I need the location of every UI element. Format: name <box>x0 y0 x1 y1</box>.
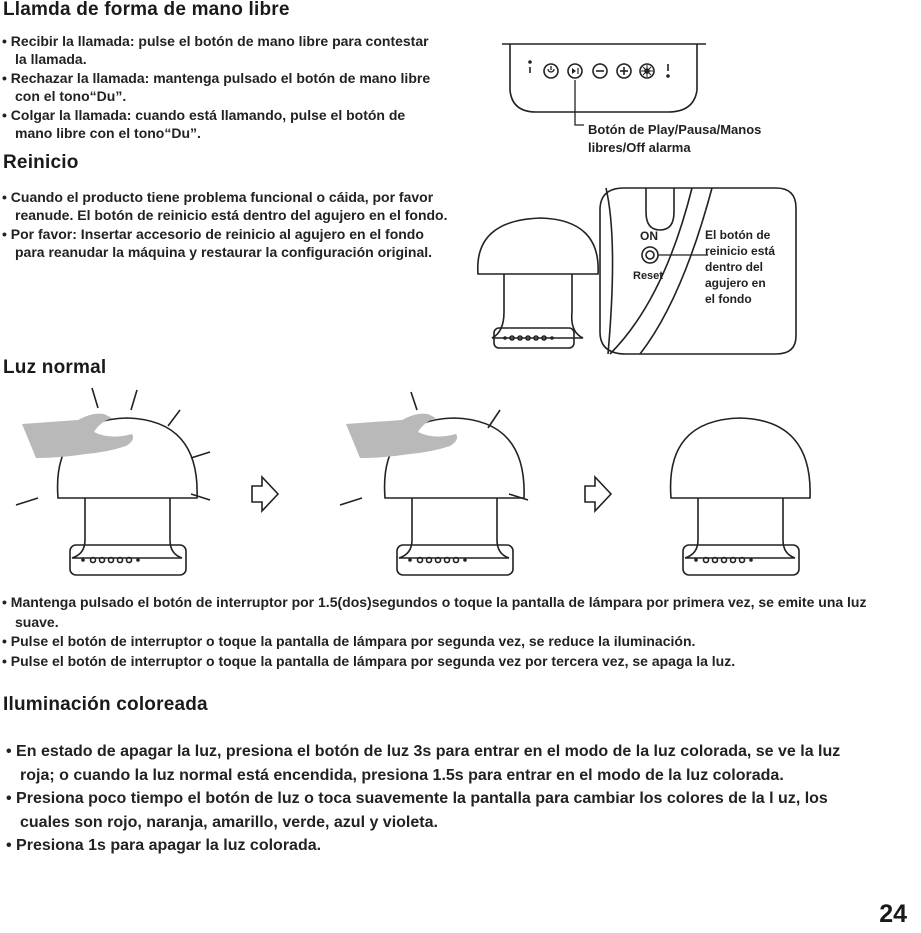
play-pause-button-label <box>588 121 761 157</box>
reset-note-line-4: agujero en <box>705 276 766 290</box>
play-pause-button-label-line1: Botón de Play/Pausa/Manos <box>588 122 762 137</box>
reset-lamp-drawing <box>478 218 598 348</box>
reset-bullets <box>2 188 457 262</box>
normal-light-bullet-3: • Pulse el botón de interruptor o toque la pantalla de lámpara por segunda vez por tercera vez, se apaga la luz. <box>2 652 736 669</box>
lamp-3-drawing <box>671 418 811 575</box>
call-bullet-3: • Colgar la llamada: cuando está llamando, pulse el botón de mano libre con el tono“Du”. <box>2 106 406 142</box>
lamp-1-drawing <box>16 388 210 575</box>
lamp-2-drawing <box>340 392 528 575</box>
normal-light-section-title: Luz normal <box>3 357 107 378</box>
arrow-1-icon <box>252 477 278 511</box>
arrow-2-icon <box>585 477 611 511</box>
reset-note-line-2: reinicio está <box>705 244 776 258</box>
reset-note-line-5: el fondo <box>705 292 752 306</box>
reset-bullet-2: • Por favor: Insertar accesorio de reinicio al agujero en el fondo para reanudar la máquina y restaurar la configuración original. <box>2 225 433 261</box>
mic-icon <box>529 61 531 73</box>
play-pause-button-label-line2: libres/Off alarma <box>588 140 691 155</box>
normal-light-bullets <box>2 593 882 671</box>
call-bullet-1: • Recibir la llamada: pulse el botón de mano libre para contestar la llamada. <box>2 33 429 68</box>
color-light-section-title: Iluminación coloreada <box>3 694 208 715</box>
hand-1-drawing <box>22 414 133 458</box>
hand-2-drawing <box>346 414 457 458</box>
color-light-bullet-3: • Presiona 1s para apagar la luz colorada. <box>6 837 322 854</box>
reset-label: Reset <box>633 270 663 282</box>
call-bullet-2: • Rechazar la llamada: mantenga pulsado el botón de mano libre con el tono“Du”. <box>2 69 431 105</box>
on-label: ON <box>640 229 658 243</box>
color-light-bullets <box>2 740 852 858</box>
color-light-bullet-1: • En estado de apagar la luz, presiona el botón de luz 3s para entrar en el modo de la luz colorada, se ve la luz roja; o cuando la luz normal está encendida, presiona 1.5s para entrar en el modo de la luz colorada. <box>6 743 841 784</box>
volume-down-button-icon <box>593 64 607 78</box>
normal-light-bullet-2: • Pulse el botón de interruptor o toque la pantalla de lámpara por segunda vez, se reduce la iluminación. <box>2 633 696 649</box>
volume-up-button-icon <box>617 64 631 78</box>
reset-note <box>705 227 775 307</box>
control-panel-drawing <box>502 44 706 125</box>
reset-note-line-3: dentro del <box>705 260 764 274</box>
power-button-icon <box>544 64 558 78</box>
play-pause-button-icon <box>568 64 582 78</box>
page-number: 24 <box>879 900 907 928</box>
color-light-bullet-2: • Presiona poco tiempo el botón de luz o toca suavemente la pantalla para cambiar los colores de la l uz, los cuales son rojo, naranja, amarillo, verde, azul y violeta. <box>6 790 828 831</box>
reset-section-title: Reinicio <box>3 152 79 173</box>
indicator-icon <box>667 64 669 77</box>
call-section-title: Llamda de forma de mano libre <box>3 0 290 20</box>
normal-light-bullet-1: • Mantenga pulsado el botón de interruptor por 1.5(dos)segundos o toque la pantalla de lámpara por primera vez, se emite una luz suave. <box>2 594 867 630</box>
reset-bullet-1: • Cuando el producto tiene problema funcional o cáida, por favor reanude. El botón de reinicio está dentro del agujero en el fondo. <box>2 189 448 224</box>
reset-note-line-1: El botón de <box>705 228 771 242</box>
light-button-icon <box>640 64 654 78</box>
